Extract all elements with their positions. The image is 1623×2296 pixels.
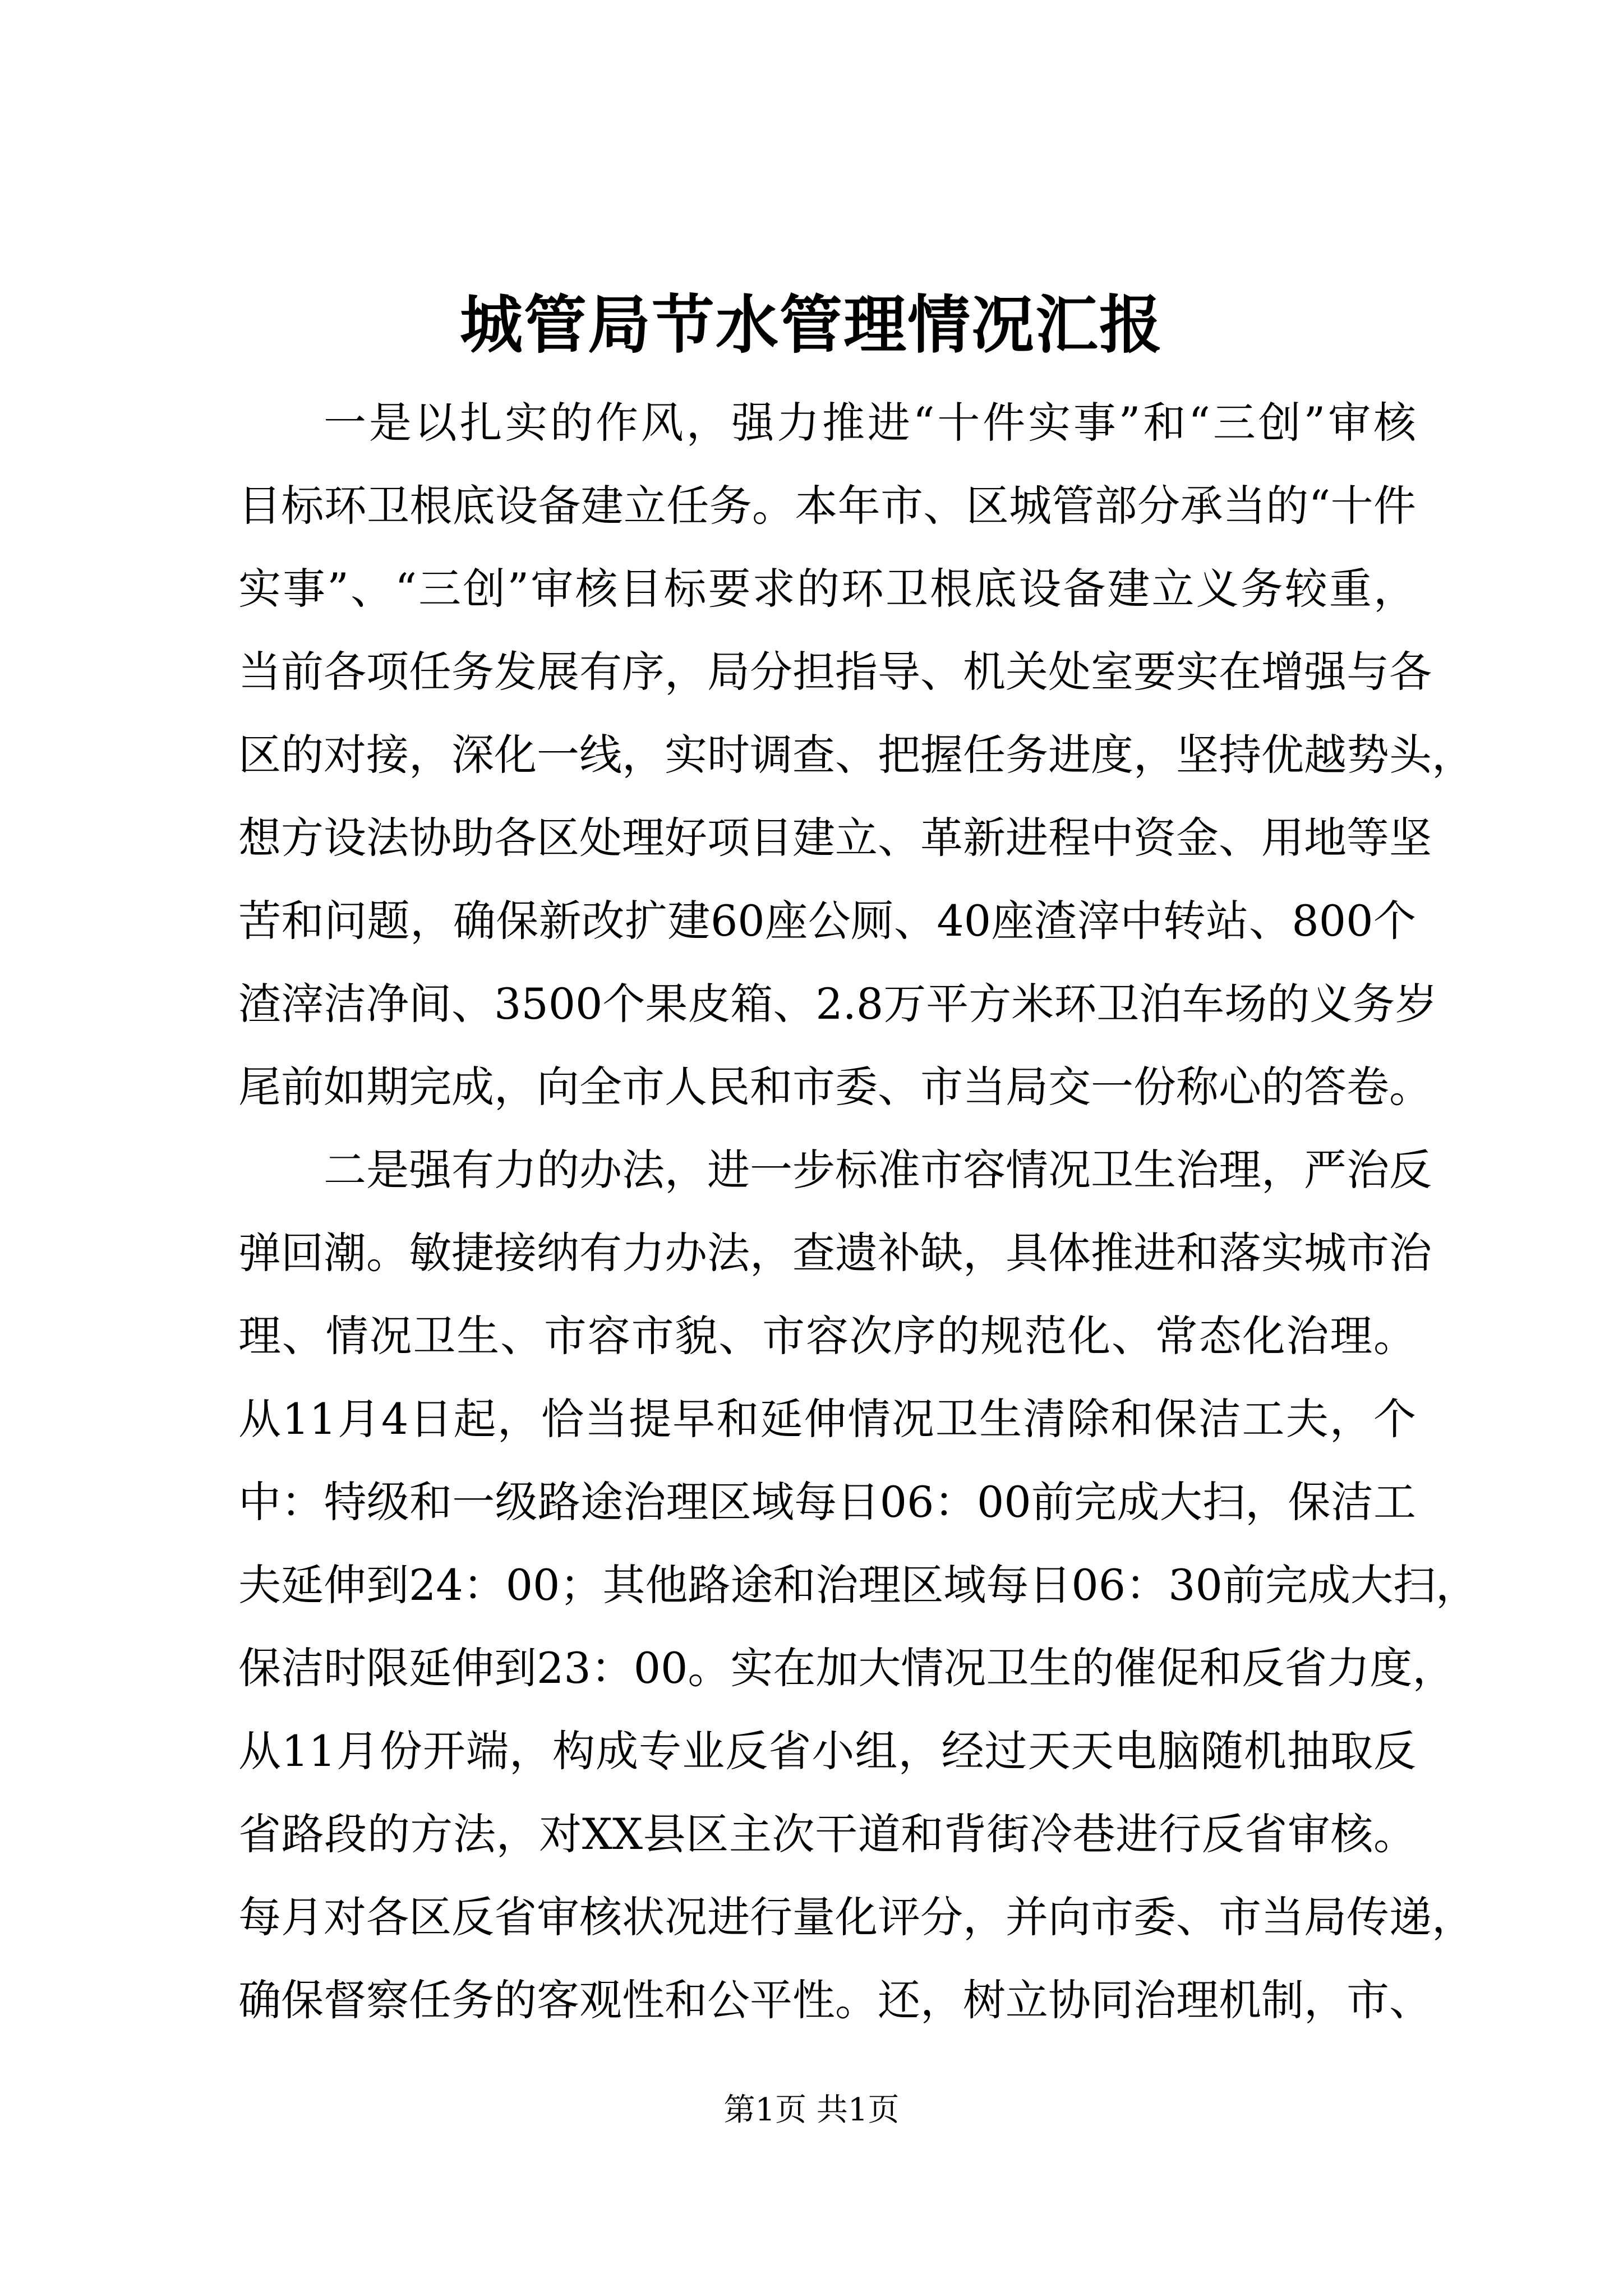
paragraph-1 [238,381,1474,1129]
paragraph-line: 中：特级和一级路途治理区域每日06：00前完成大扫，保洁工 [238,1477,1416,1527]
paragraph-line: 尾前如期完成，向全市人民和市委、市当局交一份称心的答卷。 [238,1062,1432,1112]
paragraph-2 [238,1129,1478,2042]
paragraph-line: 渣滓洁净间、3500个果皮箱、2.8万平方米环卫泊车场的义务岁 [238,979,1438,1029]
paragraph-line: 理、情况卫生、市容市貌、市容次序的规范化、常态化治理。 [238,1311,1416,1361]
page-footer: 第1页 共1页 [723,2092,900,2128]
paragraph-line: 保洁时限延伸到23：00。实在加大情况卫生的催促和反省力度， [238,1643,1455,1693]
paragraph-line: 一是以扎实的作风，强力推进“十件实事”和“三创”审核 [324,398,1416,448]
paragraph-line: 从11月4日起，恰当提早和延伸情况卫生清除和保洁工夫，个 [238,1394,1416,1444]
paragraph-line: 实事”、“三创”审核目标要求的环卫根底设备建立义务较重， [238,564,1416,614]
paragraph-line: 夫延伸到24：00；其他路途和治理区域每日06：30前完成大扫， [238,1560,1478,1610]
paragraph-line: 区的对接，深化一线，实时调查、把握任务进度，坚持优越势头， [238,730,1474,780]
paragraph-line: 二是强有力的办法，进一步标准市容情况卫生治理，严治反 [324,1145,1432,1195]
paragraph-line: 确保督察任务的客观性和公平性。还，树立协同治理机制，市、 [238,1975,1432,2025]
paragraph-line: 从11月份开端，构成专业反省小组，经过天天电脑随机抽取反 [238,1726,1416,1776]
paragraph-line: 省路段的方法，对XX县区主次干道和背街冷巷进行反省审核。 [238,1809,1416,1859]
paragraph-line: 想方设法协助各区处理好项目建立、革新进程中资金、用地等坚 [238,813,1432,863]
paragraph-line: 每月对各区反省审核状况进行量化评分，并向市委、市当局传递， [238,1892,1474,1942]
paragraph-line: 苦和问题，确保新改扩建60座公厕、40座渣滓中转站、800个 [238,896,1416,946]
paragraph-line: 目标环卫根底设备建立任务。本年市、区城管部分承当的“十件 [238,481,1416,531]
paragraph-line: 弹回潮。敏捷接纳有力办法，查遗补缺，具体推进和落实城市治 [238,1228,1432,1278]
document-body [238,381,1478,2042]
document-title: 城管局节水管理情况汇报 [460,288,1163,362]
paragraph-line: 当前各项任务发展有序，局分担指导、机关处室要实在增强与各 [238,647,1432,697]
